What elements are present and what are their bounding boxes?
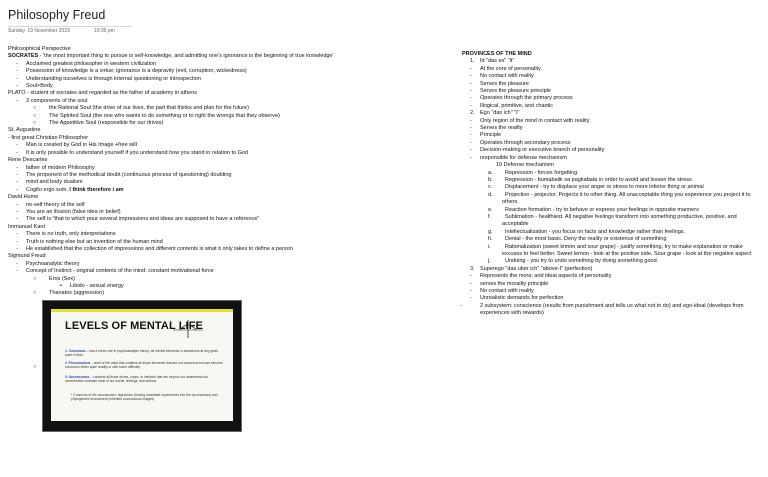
list-item: - Serves the pleasure principle <box>470 88 551 95</box>
left-column[interactable] <box>8 46 448 438</box>
list-item: ○ The Appetitive Soul (responsible for our drives) <box>33 120 164 127</box>
note-date: Sunday, 19 November 2023 <box>8 28 70 34</box>
list-item: - father of modern Philosophy <box>16 164 95 171</box>
kant-heading: Immanuel Kant <box>8 223 45 230</box>
cogito-bold: I think therefore i am <box>69 186 124 193</box>
note-time: 10:35 pm <box>94 28 115 34</box>
socrates-line <box>8 53 448 60</box>
list-item: - responsible for defense mechanism <box>470 154 567 161</box>
list-item: - At the core of personality <box>470 65 541 72</box>
list-item: j. Undoing - you try to undo something by doing something good. <box>488 258 659 265</box>
circle-bullet-icon: ○ <box>33 363 37 370</box>
list-item: ○ Thanatos (aggression) <box>33 290 105 297</box>
list-item: - The proponent of the methodical doubt (continuous process of questioning) doubting <box>16 171 232 178</box>
list-item: - You are an illusion (false idea or belief) <box>16 208 121 215</box>
list-item: g. Intellectualization - you focus on facts and knowledge rather than feelings. <box>488 228 686 235</box>
list-item: b. Regression - bumabalik sa pagkabata in order to avoid and lessen the stress <box>488 176 692 183</box>
list-item: - Possession of knowledge is a virtue; ignorance is a depravity (evil, corruption, wickedness) <box>16 68 247 75</box>
list-item: - Acclaimed greatest philosopher in western civilization <box>16 60 156 67</box>
augustine-sub: - first great Christian Philosopher <box>8 134 89 141</box>
list-item: - Unrealistic demands for perfection <box>470 295 564 302</box>
socrates-quote: - 'the most important thing to pursue is self-knowledge, and admitting one's ignorance is the beginning of true knowledge' <box>38 53 334 60</box>
list-item: - 2 subsystem: conscience (results from punishment and tells us what not to do) and ego-ideal (develops from experiences with rewards) <box>460 302 744 317</box>
list-item: - Serves the reality <box>470 125 523 132</box>
list-item: c. Displacement - try to displace your anger or stress to more inferior thing or animal <box>488 184 704 191</box>
list-item: d. Projection - projector. Projects it to other thing. All unacceptable thing you experience you project it to others. <box>488 191 751 206</box>
list-item: a. Repression - forces forgetting <box>488 169 578 176</box>
list-item: ○ Eros (Sex) <box>33 275 75 282</box>
augustine-heading: St. Augustine <box>8 127 41 134</box>
list-item: - There is no truth, only interpretations <box>16 231 116 238</box>
list-item: i. Rationalization (sweet lemon and sour grape) - justify something, try to make explanation or make excuses to feel better. Sweet lemon - look at the positive side, Sour grape - look at the negative aspect <box>488 243 752 257</box>
list-item: - serves the morality principle <box>470 280 549 287</box>
list-item: - It is only possible to understand yourself if you understand how you stand in relation to God <box>16 149 248 156</box>
list-item: - No contact with reality <box>470 73 534 80</box>
slide-title: LEVELS OF MENTAL LIFE <box>65 319 203 332</box>
list-item: ○ The Spirited Soul (the one who wants to do something or to right the wrongs that they observe) <box>33 112 280 119</box>
list-item: - Decision-making or executive branch of personality <box>470 147 605 154</box>
slide-paragraph: 2. Preconscious – level of the mind that contains all those elements that are not conscious but can become conscious either quite readily or with some difficulty. <box>65 360 223 370</box>
slide-paragraph: * 2 sources of the unconscious: repression (forcing unwanted experiences into the unconscious) and phylogenetic endowment (inherited unconscious images) <box>71 392 218 402</box>
levels-of-mental-life-image[interactable] <box>42 300 242 432</box>
list-item: h. Denial - the most basic. Deny the reality or existence of something <box>488 236 667 243</box>
defense-heading: 10 Defense mechanism <box>496 162 554 169</box>
list-item: 1. Id "das es" "it" <box>470 58 515 65</box>
descartes-heading: Rene Descartes <box>8 157 48 164</box>
title-underline <box>8 26 132 27</box>
list-item: - Cogito ergo sum, I think therefore i am <box>16 186 124 193</box>
list-item: - 3 components of the soul <box>16 97 88 104</box>
list-item: - He established that the collection of impressions and different contents is what it only takes to define a person <box>16 245 293 252</box>
list-item: - Principle <box>470 132 502 139</box>
list-item: 2. Ego "das ich" "I" <box>470 110 520 117</box>
list-item: - Concept of Instinct - original contents of the mind: constant motivational force <box>16 268 214 275</box>
list-item: - Illogical, primitive, and chaotic <box>470 102 554 109</box>
right-column[interactable] <box>462 51 762 318</box>
list-item: - Operates through the primary process <box>470 95 573 102</box>
note-title[interactable]: Philosophy Freud <box>8 8 106 22</box>
section-heading: Philosophical Perspective <box>8 46 71 52</box>
slide-paragraph: 3. Unconscious – contains all those drives, urges, or instincts that are beyond our awareness but nevertheless motivate most of our words, feelings, and actions. <box>65 374 208 384</box>
list-item: - mind and body dualism <box>16 179 83 186</box>
list-item: - no-self theory of the self <box>16 201 85 208</box>
list-item: - Man is created by God in His Image +free will <box>16 142 137 149</box>
list-item: - Understanding ourselves is through internal questioning or introspection <box>16 75 201 82</box>
list-item: 3. Superego "das uber ich" "above-I" (perfection) <box>470 265 593 272</box>
slide-content <box>51 309 233 421</box>
freud-heading: Sigmund Freud <box>8 253 46 260</box>
list-item: e. Reaction formation - try to behave or express your feelings in opposite manners <box>488 206 699 213</box>
list-item: ○ the Rational Soul (the drive of our lives, the part that thinks and plan for the future) <box>33 105 249 112</box>
list-item: - Psychoanalytic theory <box>16 260 80 267</box>
section-heading: PROVINCES OF THE MIND <box>462 51 532 57</box>
list-item: - Serves the pleasure <box>470 80 529 87</box>
plato-line: PLATO - student of socrates and regarded as the father of academy in athens <box>8 90 198 97</box>
slide-paragraph: 1. Conscious – has a minor role in psychoanalytic theory; all mental elements in awareness at any given point in time. <box>65 348 219 358</box>
list-item: - Represents the mora; and ideal aspects of personality <box>470 273 612 280</box>
list-item: ▪ Libido - sexual energy <box>60 283 124 289</box>
hume-heading: David Hume <box>8 194 39 201</box>
socrates-name: SOCRATES <box>8 53 39 60</box>
list-item: - Only region of the mind in contact with reality <box>470 117 590 124</box>
list-item: - The self is "that to which pour several impressions and ideas are supposed to have a reference" <box>16 216 260 223</box>
list-item: - No contact with reality <box>470 288 534 294</box>
slide-accent-bar <box>51 309 233 312</box>
slide-image-row <box>8 298 448 438</box>
list-item: f. Sublimation - healthiest. All negative feelings transform into something productive, positive, and acceptable <box>488 213 737 228</box>
iceberg-icon <box>171 318 205 340</box>
list-item: - Operates through secondary process <box>470 139 571 146</box>
list-item: - Soul>Body <box>16 83 53 90</box>
list-item: - Truth is nothing else but an invention of the human mind <box>16 238 163 245</box>
